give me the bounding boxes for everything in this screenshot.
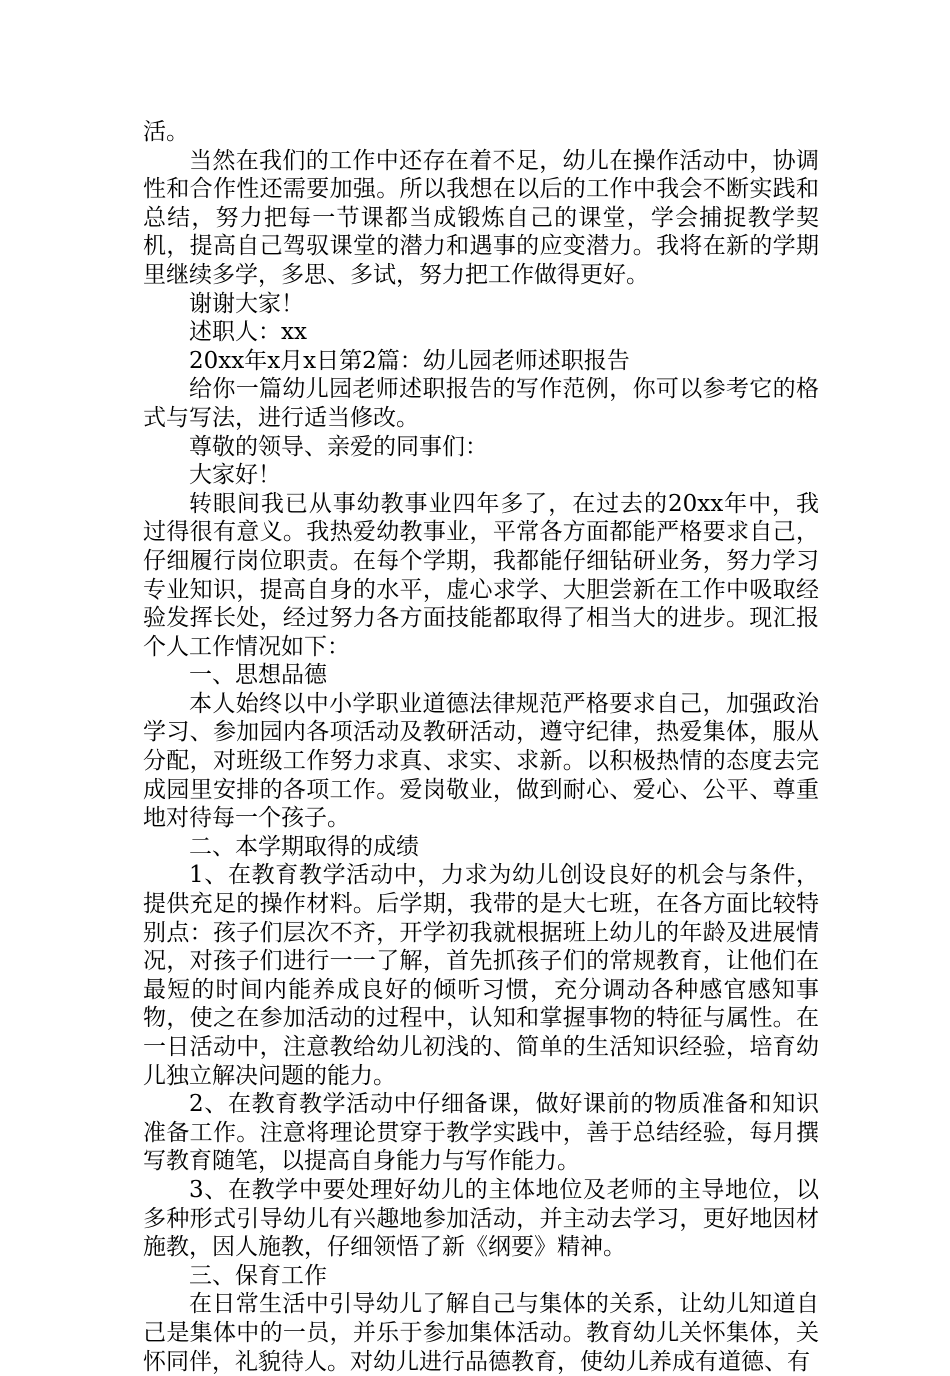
paragraph-greeting: 大家好！ xyxy=(189,462,281,489)
document-page xyxy=(143,118,819,1376)
paragraph-thanks: 谢谢大家！ xyxy=(189,290,304,317)
paragraph-morality: 本人始终以中小学职业道德法律规范严格要求自己，加强政治学习、参加园内各项活动及教研活动，遵守纪律，热爱集体，服从分配，对班级工作努力求真、求实、求新。以积极热情的态度去完成园里安排的各项工作。爱岗敬业，做到耐心、爱心、公平、尊重地对待每一个孩子。 xyxy=(143,690,819,832)
section-heading-3: 三、保育工作 xyxy=(189,1262,327,1289)
paragraph-shortcomings: 当然在我们的工作中还存在着不足，幼儿在操作活动中，协调性和合作性还需要加强。所以我想在以后的工作中我会不断实践和总结，努力把每一节课都当成锻炼自己的课堂，学会捕捉教学契机，提高自己驾驭课堂的潜力和遇事的应变潜力。我将在新的学期里继续多学，多思、多试，努力把工作做得更好。 xyxy=(143,147,819,288)
section-heading-2: 二、本学期取得的成绩 xyxy=(189,833,419,860)
paragraph-continuation: 活。 xyxy=(143,119,189,145)
paragraph-care: 在日常生活中引导幼儿了解自己与集体的关系，让幼儿知道自己是集体中的一员，并乐于参加集体活动。教育幼儿关怀集体，关怀同伴，礼貌待人。对幼儿进行品德教育，使幼儿养成有道德、有 xyxy=(143,1291,819,1375)
paragraph-overview: 转眼间我已从事幼教事业四年多了，在过去的20xx年中，我过得很有意义。我热爱幼教事业，平常各方面都能严格要求自己，仔细履行岗位职责。在每个学期，我都能仔细钻研业务，努力学习专业知识，提高自身的水平，虚心求学、大胆尝新在工作中吸取经验发挥长处，经过努力各方面技能都取得了相当大的进步。现汇报个人工作情况如下： xyxy=(143,490,819,660)
section-heading-1: 一、思想品德 xyxy=(189,662,327,689)
paragraph-achievement-3: 3、在教学中要处理好幼儿的主体地位及老师的主导地位，以多种形式引导幼儿有兴趣地参加活动，并主动去学习，更好地因材施教，因人施教，仔细领悟了新《纲要》精神。 xyxy=(143,1176,819,1261)
paragraph-achievement-2: 2、在教育教学活动中仔细备课，做好课前的物质准备和知识准备工作。注意将理论贯穿于教学实践中，善于总结经验，每月撰写教育随笔，以提高自身能力与写作能力。 xyxy=(143,1091,819,1175)
paragraph-salutation: 尊敬的领导、亲爱的同事们： xyxy=(189,433,488,460)
paragraph-date-title: 20xx年x月x日第2篇：幼儿园老师述职报告 xyxy=(189,347,630,374)
paragraph-reporter: 述职人：xx xyxy=(189,319,307,346)
paragraph-intro: 给你一篇幼儿园老师述职报告的写作范例，你可以参考它的格式与写法，进行适当修改。 xyxy=(143,376,819,431)
paragraph-achievement-1: 1、在教育教学活动中，力求为幼儿创设良好的机会与条件，提供充足的操作材料。后学期，我带的是大七班，在各方面比较特别点：孩子们层次不齐，开学初我就根据班上幼儿的年龄及进展情况，对孩子们进行一一了解，首先抓孩子们的常规教育，让他们在最短的时间内能养成良好的倾听习惯，充分调动各种感官感知事物，使之在参加活动的过程中，认知和掌握事物的特征与属性。在一日活动中，注意教给幼儿初浅的、简单的生活知识经验，培育幼儿独立解决问题的能力。 xyxy=(143,862,819,1089)
